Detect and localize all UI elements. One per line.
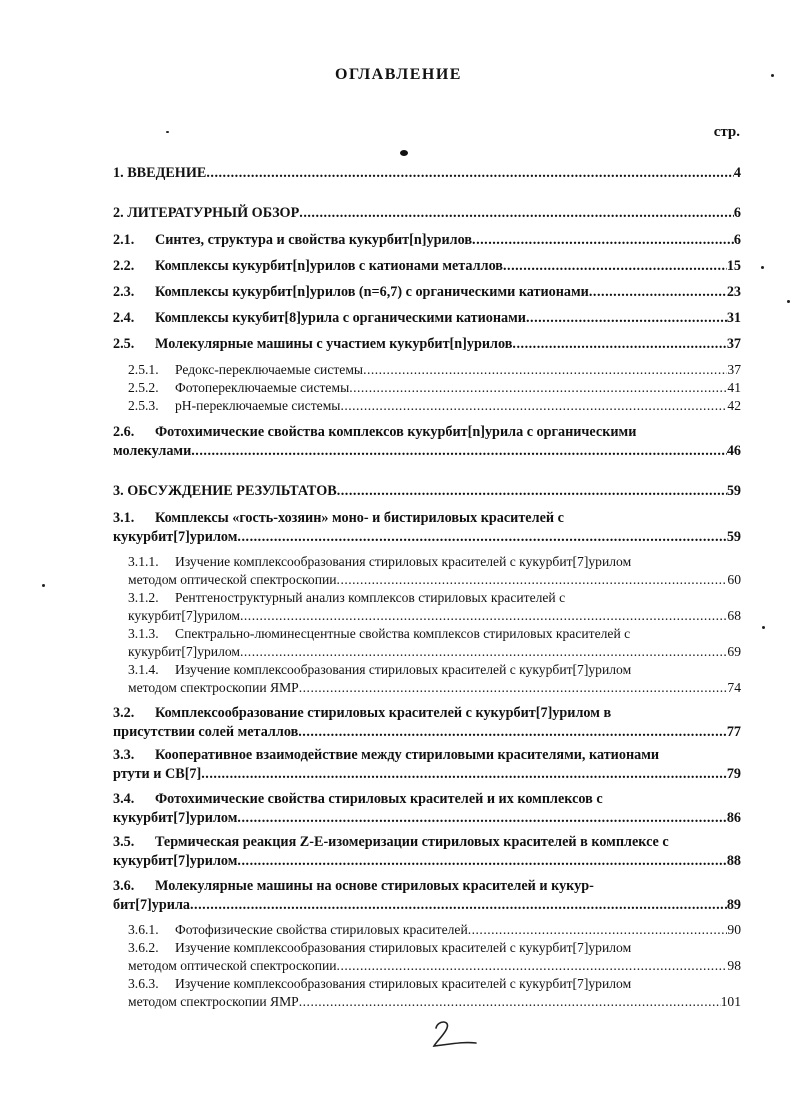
toc-entry-title: Фотохимические свойства стириловых красителей и их комплексов с <box>155 791 603 807</box>
toc-page-number: 37 <box>726 336 741 352</box>
toc-entry-2-6[interactable] <box>113 423 741 441</box>
toc-entry-title: 1. ВВЕДЕНИЕ <box>113 165 207 181</box>
toc-entry-number: 3.6.1. <box>128 922 159 937</box>
toc-page-number: 60 <box>727 572 741 587</box>
toc-entry-title-continuation: молекулами <box>113 443 192 459</box>
toc-entry-3-1-4[interactable] <box>128 661 741 679</box>
toc-entry-3-2-continuation[interactable] <box>113 723 741 741</box>
toc-entry-title: Комплексы кукубит[8]урила с органическими катионами <box>155 310 526 326</box>
toc-entry-2-2[interactable] <box>113 257 741 275</box>
toc-entry-title: Изучение комплексообразования стириловых красителей с кукурбит[7]урилом <box>175 940 632 955</box>
toc-page-number: 89 <box>726 897 741 913</box>
page-column-label: стр. <box>713 124 740 140</box>
toc-entry-title: 2. ЛИТЕРАТУРНЫЙ ОБЗОР <box>113 205 300 221</box>
scan-speck <box>771 74 774 77</box>
toc-entry-2-4[interactable] <box>113 309 741 327</box>
toc-leader <box>240 607 727 625</box>
toc-leader <box>299 679 728 697</box>
toc-page-number: 86 <box>726 810 741 826</box>
toc-entry-number: 3.1.4. <box>128 662 159 677</box>
toc-entry-title: Изучение комплексообразования стириловых красителей с кукурбит[7]урилом <box>175 976 632 991</box>
toc-page-number: 74 <box>727 680 741 695</box>
scan-speck <box>787 300 790 303</box>
toc-leader <box>503 257 727 275</box>
toc-entry-literature-review[interactable] <box>113 204 741 222</box>
toc-entry-3-1-2[interactable] <box>128 589 741 607</box>
toc-page-number: 23 <box>726 284 741 300</box>
toc-page-number: 90 <box>727 922 741 937</box>
scan-speck <box>42 584 45 587</box>
toc-entry-number: 3.6. <box>113 878 135 894</box>
toc-leader <box>468 921 728 939</box>
toc-entry-3-3-continuation[interactable] <box>113 765 741 783</box>
toc-entry-results[interactable] <box>113 482 741 500</box>
toc-entry-introduction[interactable] <box>113 164 741 182</box>
toc-entry-title-continuation: кукурбит[7]урилом <box>128 608 240 623</box>
toc-entry-number: 3.3. <box>113 747 135 763</box>
ink-dot <box>400 150 408 156</box>
toc-entry-number: 3.2. <box>113 705 135 721</box>
toc-entry-title-continuation: кукурбит[7]урилом <box>113 529 238 545</box>
toc-leader <box>363 361 727 379</box>
toc-page-number: 101 <box>720 994 741 1009</box>
toc-leader <box>201 765 727 783</box>
toc-entry-number: 3.6.3. <box>128 976 159 991</box>
toc-entry-3-1-3[interactable] <box>128 625 741 643</box>
toc-entry-3-1-2-continuation[interactable] <box>128 607 741 625</box>
toc-entry-3-5-continuation[interactable] <box>113 852 741 870</box>
toc-leader <box>299 993 721 1011</box>
toc-entry-title: Рентгеноструктурный анализ комплексов стириловых красителей с <box>175 590 566 605</box>
toc-leader <box>512 335 726 353</box>
scan-speck <box>762 626 765 629</box>
toc-entry-title-continuation: ртути и CB[7] <box>113 766 202 782</box>
toc-entry-3-6-3-continuation[interactable] <box>128 993 741 1011</box>
toc-leader <box>237 852 726 870</box>
toc-leader <box>190 896 727 914</box>
toc-entry-title: Фотофизические свойства стириловых красителей <box>175 922 468 937</box>
toc-entry-number: 2.3. <box>113 284 135 300</box>
toc-leader <box>337 957 728 975</box>
page-title: ОГЛАВЛЕНИЕ <box>335 66 462 83</box>
toc-entry-2-5-2[interactable] <box>128 379 741 397</box>
toc-entry-number: 3.1.3. <box>128 626 159 641</box>
toc-page-number: 37 <box>727 362 741 377</box>
toc-leader <box>237 528 726 546</box>
toc-page-number: 42 <box>727 398 741 413</box>
toc-page-number: 6 <box>733 232 741 248</box>
toc-entry-3-4-continuation[interactable] <box>113 809 741 827</box>
toc-leader <box>337 482 727 500</box>
toc-leader <box>337 571 728 589</box>
toc-entry-title: Комплексы кукурбит[n]урилов (n=6,7) с органическими катионами <box>155 284 589 300</box>
toc-entry-title: Спектрально-люминесцентные свойства комплексов стириловых красителей с <box>175 626 631 641</box>
toc-page-number: 79 <box>726 766 741 782</box>
toc-entry-title-continuation: кукурбит[7]урилом <box>128 644 240 659</box>
toc-entry-2-5-3[interactable] <box>128 397 741 415</box>
toc-entry-title-continuation: присутствии солей металлов <box>113 724 299 740</box>
toc-entry-title-continuation: кукурбит[7]урилом <box>113 810 238 826</box>
toc-entry-number: 2.5. <box>113 336 135 352</box>
toc-entry-number: 2.4. <box>113 310 135 326</box>
toc-entry-3-1-1[interactable] <box>128 553 741 571</box>
toc-leader <box>191 442 727 460</box>
toc-entry-title: Изучение комплексообразования стириловых красителей с кукурбит[7]урилом <box>175 662 632 677</box>
toc-entry-number: 3.4. <box>113 791 135 807</box>
toc-page-number: 15 <box>726 258 741 274</box>
toc-entry-2-3[interactable] <box>113 283 741 301</box>
handwritten-page-number <box>430 1018 480 1052</box>
toc-entry-3-6-1[interactable] <box>128 921 741 939</box>
toc-entry-3-6[interactable] <box>113 877 741 895</box>
toc-entry-title-continuation: методом оптической спектроскопии <box>128 958 337 973</box>
toc-entry-number: 3.6.2. <box>128 940 159 955</box>
toc-leader <box>299 204 734 222</box>
toc-leader <box>526 309 727 327</box>
toc-page-number: 77 <box>726 724 741 740</box>
toc-entry-3-5[interactable] <box>113 833 741 851</box>
toc-entry-title: Комплексообразование стириловых красителей с кукурбит[7]урилом в <box>155 705 612 721</box>
toc-entry-title: Молекулярные машины на основе стириловых красителей и кукур- <box>155 878 594 894</box>
toc-entry-3-1-4-continuation[interactable] <box>128 679 741 697</box>
toc-page-number: 31 <box>726 310 741 326</box>
toc-leader <box>237 809 726 827</box>
toc-leader <box>206 164 734 182</box>
toc-entry-3-1-continuation[interactable] <box>113 528 741 546</box>
toc-page-number: 98 <box>727 958 741 973</box>
toc-entry-number: 3.1. <box>113 510 135 526</box>
toc-entry-2-1[interactable] <box>113 231 741 249</box>
toc-page-number: 69 <box>727 644 741 659</box>
toc-entry-number: 3.5. <box>113 834 135 850</box>
toc-entry-title: Молекулярные машины с участием кукурбит[n]урилов <box>155 336 513 352</box>
toc-entry-3-1-1-continuation[interactable] <box>128 571 741 589</box>
toc-entry-title: рН-переключаемые системы <box>175 398 341 413</box>
toc-entry-title: 3. ОБСУЖДЕНИЕ РЕЗУЛЬТАТОВ <box>113 483 337 499</box>
toc-entry-title: Изучение комплексообразования стириловых красителей с кукурбит[7]урилом <box>175 554 632 569</box>
toc-entry-title: Комплексы кукурбит[n]урилов с катионами металлов <box>155 258 503 274</box>
toc-page-number: 59 <box>726 483 741 499</box>
toc-entry-title: Редокс-переключаемые системы <box>175 362 364 377</box>
toc-entry-2-6-continuation[interactable] <box>113 442 741 460</box>
toc-entry-number: 2.2. <box>113 258 135 274</box>
toc-entry-3-6-3[interactable] <box>128 975 741 993</box>
toc-entry-number: 2.5.2. <box>128 380 159 395</box>
toc-entry-title-continuation: методом спектроскопии ЯМР <box>128 994 299 1009</box>
toc-entry-title: Фотохимические свойства комплексов кукурбит[n]урила с органическими <box>155 424 637 440</box>
toc-entry-title-continuation: кукурбит[7]урилом <box>113 853 238 869</box>
toc-leader <box>472 231 734 249</box>
toc-entry-title-continuation: методом оптической спектроскопии <box>128 572 337 587</box>
scan-speck <box>166 131 169 133</box>
toc-entry-title: Термическая реакция Z-E-изомеризации стириловых красителей в комплексе с <box>155 834 669 850</box>
toc-entry-3-4[interactable] <box>113 790 741 808</box>
toc-entry-3-2[interactable] <box>113 704 741 722</box>
toc-leader <box>340 397 727 415</box>
toc-entry-2-5-1[interactable] <box>128 361 741 379</box>
toc-leader <box>349 379 727 397</box>
toc-leader <box>589 283 727 301</box>
toc-page-number: 41 <box>727 380 741 395</box>
toc-entry-title-continuation: методом спектроскопии ЯМР <box>128 680 299 695</box>
toc-entry-3-1-3-continuation[interactable] <box>128 643 741 661</box>
toc-entry-number: 2.6. <box>113 424 135 440</box>
toc-entry-3-6-2-continuation[interactable] <box>128 957 741 975</box>
toc-entry-3-3[interactable] <box>113 746 741 764</box>
toc-entry-number: 2.1. <box>113 232 135 248</box>
toc-page-number: 59 <box>726 529 741 545</box>
toc-entry-number: 3.1.1. <box>128 554 159 569</box>
toc-entry-number: 2.5.3. <box>128 398 159 413</box>
toc-entry-title: Кооперативное взаимодействие между стириловыми красителями, катионами <box>155 747 660 763</box>
toc-leader <box>240 643 727 661</box>
toc-page-number: 88 <box>726 853 741 869</box>
toc-page-number: 4 <box>733 165 741 181</box>
scan-speck <box>761 266 764 269</box>
toc-page-number: 68 <box>727 608 741 623</box>
toc-entry-number: 3.1.2. <box>128 590 159 605</box>
toc-entry-2-5[interactable] <box>113 335 741 353</box>
toc-page-number: 46 <box>726 443 741 459</box>
toc-entry-number: 2.5.1. <box>128 362 159 377</box>
toc-leader <box>298 723 727 741</box>
toc-page-number: 6 <box>733 205 741 221</box>
toc-entry-title-continuation: бит[7]урила <box>113 897 190 913</box>
toc-entry-3-6-continuation[interactable] <box>113 896 741 914</box>
toc-entry-title: Комплексы «гость-хозяин» моно- и бистириловых красителей с <box>155 510 564 526</box>
toc-entry-3-6-2[interactable] <box>128 939 741 957</box>
toc-entry-3-1[interactable] <box>113 509 741 527</box>
toc-entry-title: Фотопереключаемые системы <box>175 380 350 395</box>
toc-entry-title: Синтез, структура и свойства кукурбит[n]урилов <box>155 232 473 248</box>
